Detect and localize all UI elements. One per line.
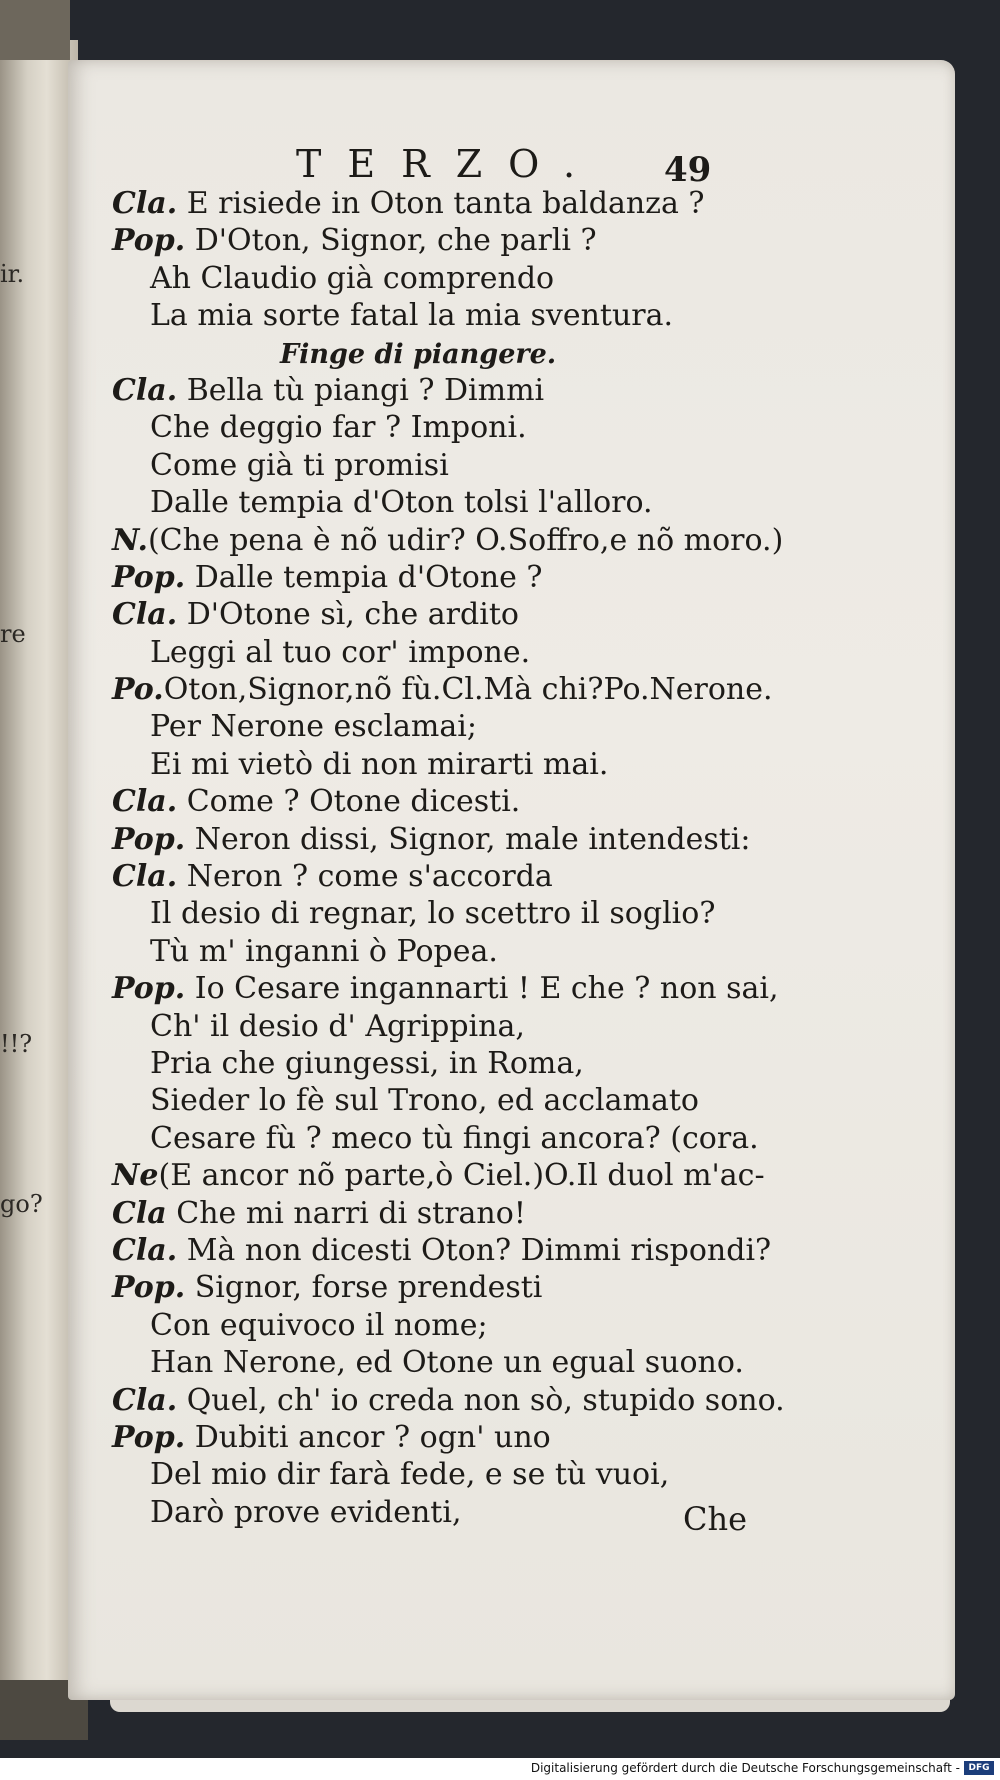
line-text: D'Oton, Signor, che parli ? [185, 223, 597, 259]
line-text: Come ? Otone dicesti. [177, 784, 521, 820]
text-line [112, 522, 812, 559]
text-line [112, 222, 812, 259]
speaker-label: Pop. [112, 223, 186, 259]
text-line [112, 708, 812, 745]
speaker-label: Cla. [112, 1232, 178, 1268]
text-line [112, 970, 812, 1007]
text-line [112, 933, 812, 970]
page-number: 49 [664, 150, 712, 190]
leaf-mark: ir. [0, 260, 25, 288]
line-text: (E ancor nõ parte,ò Ciel.)O.Il duol m'ac- [158, 1158, 765, 1194]
line-text: Con equivoco il nome; [150, 1307, 488, 1343]
speaker-label: Pop. [112, 1419, 186, 1455]
text-line [112, 1120, 812, 1157]
text-line [112, 1344, 812, 1381]
text-line [112, 1382, 812, 1419]
line-text: (Che pena è nõ udir? O.Soffro,e nõ moro.) [147, 522, 784, 558]
leaf-mark: go? [0, 1190, 43, 1218]
speaker-label: N. [112, 522, 148, 558]
line-text: Leggi al tuo cor' impone. [150, 634, 531, 670]
line-text: D'Otone sì, che ardito [177, 597, 519, 633]
line-text: Quel, ch' io creda non sò, stupido sono. [177, 1382, 785, 1418]
line-text: Dalle tempia d'Oton tolsi l'alloro. [150, 485, 653, 521]
line-text: Neron dissi, Signor, male intendesti: [185, 821, 751, 857]
text-line [112, 1195, 812, 1232]
text-line [112, 895, 812, 932]
text-line [112, 596, 812, 633]
line-text: Ah Claudio già comprendo [150, 260, 555, 296]
speaker-label: Pop. [112, 1270, 186, 1306]
line-text: Oton,Signor,nõ fù.Cl.Mà chi?Po.Nerone. [163, 672, 773, 708]
line-text: Han Nerone, ed Otone un egual suono. [150, 1345, 744, 1381]
text-line [112, 1045, 812, 1082]
line-text: Signor, forse prendesti [185, 1270, 543, 1306]
line-text: La mia sorte fatal la mia sventura. [150, 298, 674, 334]
speaker-label: Pop. [112, 821, 186, 857]
funding-credit: Digitalisierung gefördert durch die Deutsche Forschungsgemeinschaft - [530, 1761, 960, 1775]
line-text: Il desio di regnar, lo scettro il soglio? [150, 896, 716, 932]
speaker-label: Po. [112, 672, 164, 708]
speaker-label: Cla [112, 1195, 167, 1231]
line-text: Come già ti promisi [150, 447, 449, 483]
line-text: E risiede in Oton tanta baldanza ? [177, 186, 705, 221]
speaker-label: Pop. [112, 559, 186, 595]
leaf-mark: re [0, 620, 26, 648]
text-line [112, 746, 812, 783]
line-text: Mà non dicesti Oton? Dimmi rispondi? [177, 1232, 772, 1268]
text-line [112, 484, 812, 521]
speaker-label: Cla. [112, 186, 178, 221]
text-line [112, 634, 812, 671]
line-text: Dalle tempia d'Otone ? [185, 559, 543, 595]
dfg-logo: DFG [964, 1761, 994, 1775]
text-line [112, 821, 812, 858]
binding-shadow-top [0, 0, 70, 60]
text-line [112, 1008, 812, 1045]
text-line [112, 447, 812, 484]
line-text: Per Nerone esclamai; [150, 709, 477, 745]
text-line [112, 1307, 812, 1344]
stage-direction: Finge di piangere. [280, 338, 557, 370]
text-line [112, 372, 812, 409]
text-line [112, 1082, 812, 1119]
speaker-label: Cla. [112, 784, 178, 820]
line-text: Sieder lo fè sul Trono, ed acclamato [150, 1083, 699, 1119]
line-text: Cesare fù ? meco tù fingi ancora? (cora. [150, 1120, 759, 1156]
text-line [112, 671, 812, 708]
speaker-label: Cla. [112, 1382, 178, 1418]
line-text: Del mio dir farà fede, e se tù vuoi, [150, 1457, 670, 1493]
speaker-label: Cla. [112, 372, 178, 408]
text-line [112, 559, 812, 596]
line-text: Neron ? come s'accorda [177, 859, 553, 895]
text-line [112, 783, 812, 820]
text-line [112, 409, 812, 446]
text-line [112, 1419, 812, 1456]
text-line [112, 1232, 812, 1269]
verse-text [112, 185, 812, 1531]
line-text: Che deggio far ? Imponi. [150, 410, 527, 446]
speaker-label: Ne [112, 1158, 159, 1194]
line-text: Tù m' inganni ò Popea. [150, 933, 498, 969]
line-text: Pria che giungessi, in Roma, [150, 1045, 584, 1081]
line-text: Bella tù piangi ? Dimmi [177, 372, 545, 408]
speaker-label: Pop. [112, 971, 186, 1007]
footer-bar [0, 1758, 1000, 1780]
text-line [112, 185, 812, 222]
line-text: Dubiti ancor ? ogn' uno [185, 1419, 551, 1455]
speaker-label: Cla. [112, 597, 178, 633]
running-head: TERZO. [296, 142, 602, 186]
speaker-label: Cla. [112, 859, 178, 895]
text-line [112, 1157, 812, 1194]
line-text: Ei mi vietò di non mirarti mai. [150, 746, 609, 782]
line-text: Che mi narri di strano! [166, 1195, 526, 1231]
text-line [112, 1269, 812, 1306]
line-text: Io Cesare ingannarti ! E che ? non sai, [185, 971, 779, 1007]
catchword: Che [683, 1500, 748, 1538]
line-text: Ch' il desio d' Agrippina, [150, 1008, 525, 1044]
text-line [112, 1456, 812, 1493]
line-text: Darò prove evidenti, [150, 1494, 462, 1530]
text-line [112, 297, 812, 334]
previous-page-edge [0, 40, 78, 1740]
text-line [112, 858, 812, 895]
leaf-mark: !!? [0, 1030, 33, 1058]
text-line [112, 260, 812, 297]
text-line [112, 335, 812, 372]
